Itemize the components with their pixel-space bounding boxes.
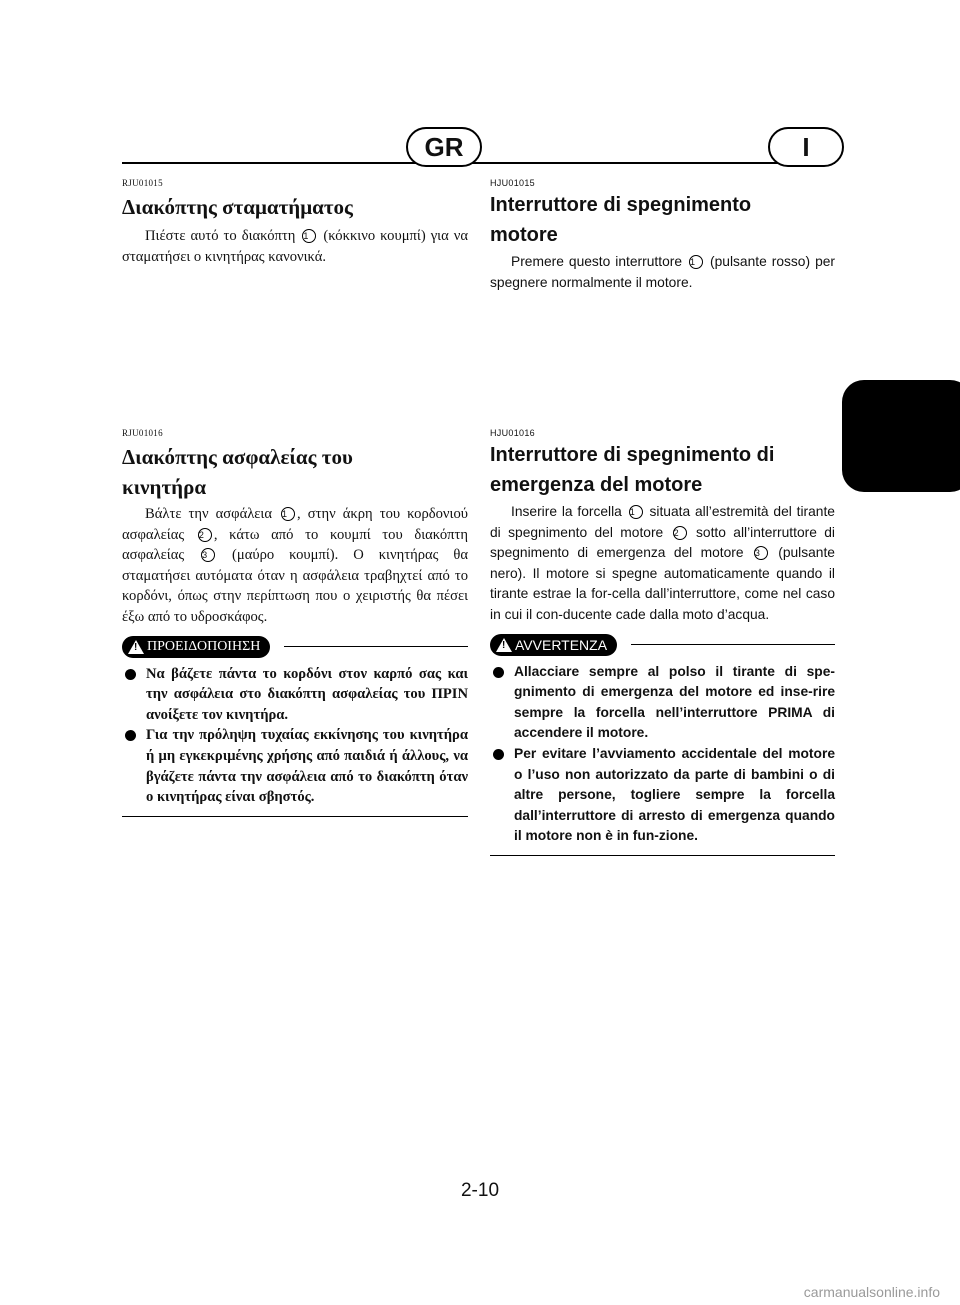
gr-section-stop-switch bbox=[122, 178, 468, 267]
language-badge-it: I bbox=[768, 127, 844, 167]
section-title-line-2: motore bbox=[490, 224, 558, 246]
bullet-icon bbox=[493, 749, 504, 760]
callout-1-icon: 1 bbox=[689, 255, 703, 269]
section-title-line-1: Διακόπτης ασφαλείας του bbox=[122, 445, 353, 469]
warning-end-rule bbox=[122, 816, 468, 818]
gr-section-engine-shutoff bbox=[122, 428, 468, 817]
section-body: Πιέστε αυτό το διακόπτη 1 (κόκκινο κουμπί) για να σταματήσει ο κινητήρας κανονικά. bbox=[122, 228, 468, 265]
warning-rule bbox=[631, 644, 835, 646]
warning-triangle-icon: ! bbox=[496, 638, 512, 652]
section-title-line-1: Interruttore di spegnimento bbox=[490, 194, 752, 216]
callout-1-icon: 1 bbox=[281, 507, 295, 521]
bullet-icon bbox=[493, 667, 504, 678]
callout-1-icon: 1 bbox=[629, 505, 643, 519]
callout-2-icon: 2 bbox=[673, 526, 687, 540]
it-section-stop-switch bbox=[490, 178, 835, 293]
warning-header bbox=[490, 634, 835, 656]
chapter-tab bbox=[842, 380, 960, 492]
bullet-icon bbox=[125, 730, 136, 741]
callout-1-icon: 1 bbox=[302, 229, 316, 243]
section-title: Διακόπτης σταματήματος bbox=[122, 195, 353, 219]
callout-3-icon: 3 bbox=[201, 548, 215, 562]
section-code: RJU01016 bbox=[122, 428, 163, 438]
callout-2-icon: 2 bbox=[198, 528, 212, 542]
section-code: HJU01016 bbox=[490, 428, 535, 438]
warning-list bbox=[490, 662, 835, 847]
watermark: carmanualsonline.info bbox=[803, 1284, 940, 1300]
warning-end-rule bbox=[490, 855, 835, 857]
section-code: RJU01015 bbox=[122, 178, 163, 188]
language-badge-gr: GR bbox=[406, 127, 482, 167]
section-title-line-2: emergenza del motore bbox=[490, 474, 703, 496]
warning-list bbox=[122, 664, 468, 808]
warning-badge: ! ΠΡΟΕΙΔΟΠΟΙΗΣΗ bbox=[122, 636, 270, 658]
warning-header bbox=[122, 636, 468, 658]
section-body: Inserire la forcella 1 situata all’estremità del tirante di spegnimento del motore 2 sotto all’interruttore di spegnimento di emergenza del motore 3 (pulsante nero). Il motore si spegne automaticamente quando il tirante estrae la for-cella dall’interruttore, come nel caso in cui il con-ducente cade dalla moto d’acqua. bbox=[490, 504, 835, 622]
bullet-icon bbox=[125, 669, 136, 680]
section-title-line-1: Interruttore di spegnimento di bbox=[490, 444, 775, 466]
warning-rule bbox=[284, 646, 468, 648]
list-item: Να βάζετε πάντα το κορδόνι στον καρπό σας και την ασφάλεια στο διακόπτη ασφαλείας του ΠΡΙΝ ανοίξετε τον κινητήρα. bbox=[122, 664, 468, 726]
it-section-engine-shutoff bbox=[490, 428, 835, 856]
section-code: HJU01015 bbox=[490, 178, 535, 188]
warning-badge: ! AVVERTENZA bbox=[490, 634, 617, 656]
list-item: Για την πρόληψη τυχαίας εκκίνησης του κινητήρα ή μη εγκεκριμένης χρήσης από παιδιά ή άλλους, να βγάζετε πάντα την ασφάλεια από το διακόπτη όταν ο κινητήρας είναι σβηστός. bbox=[122, 725, 468, 807]
page-number: 2-10 bbox=[460, 1180, 500, 1201]
callout-3-icon: 3 bbox=[754, 546, 768, 560]
warning-triangle-icon: ! bbox=[128, 640, 144, 654]
section-body: Βάλτε την ασφάλεια 1 , στην άκρη του κορδονιού ασφαλείας 2 , κάτω από το κουμπί του διακόπτη ασφαλείας 3 (μαύρο κουμπί). Ο κινητήρας θα σταματήσει αυτόματα όταν η ασφάλεια τραβηχτεί από το κορδόνι, όπως στην περίπτωση που ο χειριστής θα πέσει έξω από το υδροσκάφος. bbox=[122, 506, 468, 625]
section-title-line-2: κινητήρα bbox=[122, 475, 207, 499]
list-item: Allacciare sempre al polso il tirante di spe-gnimento di emergenza del motore ed inse-rire sempre la forcella nell’interruttore PRIMA di accendere il motore. bbox=[490, 662, 835, 744]
section-body: Premere questo interruttore 1 (pulsante rosso) per spegnere normalmente il motore. bbox=[490, 254, 836, 290]
header-rule bbox=[122, 162, 835, 164]
list-item: Per evitare l’avviamento accidentale del motore o l’uso non autorizzato da parte di bambini o di altre persone, togliere sempre la forcella dall’interruttore di arresto di emergenza quando il motore non è in fun-zione. bbox=[490, 744, 835, 847]
